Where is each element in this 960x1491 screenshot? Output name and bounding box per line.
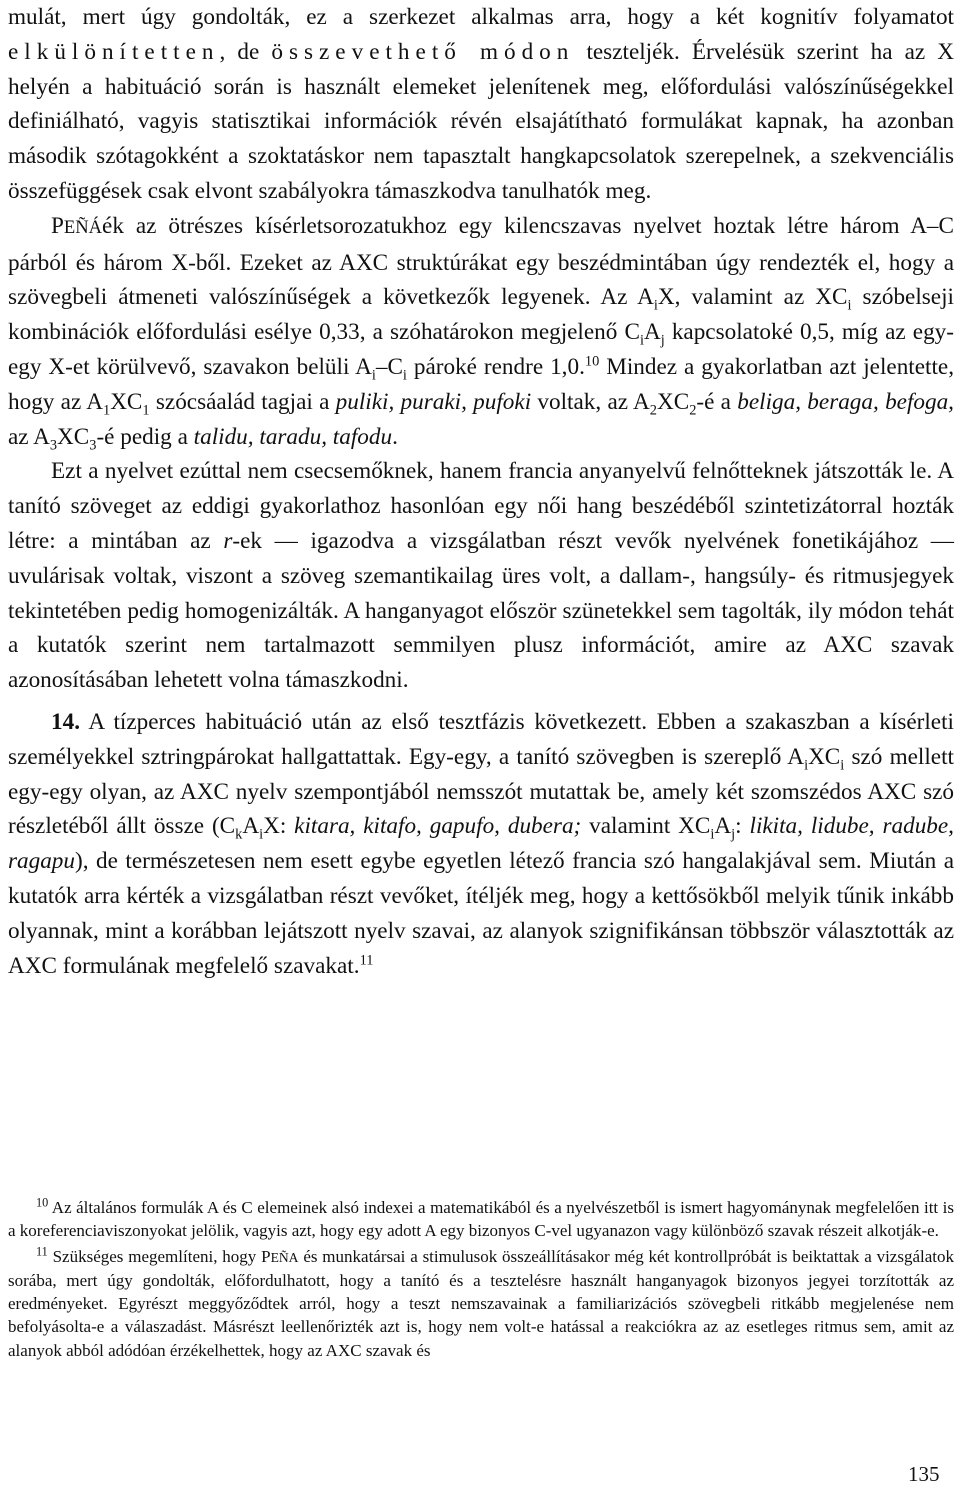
text-run: szó mellett egy-egy olyan, az AXC nyelv szempontjából nemsszót mutattak be, amely két szomszédos AXC szó részletéből állt össze (C — [8, 743, 954, 840]
italic-words: likita, lidube, radube, ragapu — [8, 813, 954, 875]
subscript: j — [660, 332, 665, 349]
text-run: az A — [8, 423, 50, 450]
text-run: szóbelseji kombinációk előfordulási esélye 0,33, a szóhatárokon megjelenő C — [8, 284, 954, 346]
footnote-11 — [8, 1245, 954, 1362]
text-run: kapcsolatoké 0,5, míg az egy-egy X-et körülvevő, szavakon belüli A — [8, 319, 954, 380]
paragraph-1 — [8, 0, 954, 209]
subscript: 3 — [89, 437, 97, 454]
subscript: i — [840, 757, 845, 774]
italic-words: kitara, kitafo, gapufo, dubera; — [294, 813, 582, 840]
small-caps-author: EÑA — [270, 1249, 299, 1265]
footnote-number: 10 — [36, 1195, 49, 1210]
subscript: i — [847, 298, 852, 315]
footnote-reference[interactable]: 11 — [359, 951, 374, 968]
text-run: –C — [375, 353, 403, 380]
subscript: i — [259, 826, 264, 843]
italic-words: talidu, taradu, tafodu — [193, 423, 393, 450]
text-run: ék az ötrészes kísérletsorozatukhoz egy kilencszavas nyelvet hoztak létre három A–C párból és három X-ből. Ezeket az AXC struktúrákat egy beszédmintában úgy rendezték el, hogy a szövegbeli átmeneti valószínűségek a következők legyenek. Az A — [8, 212, 954, 311]
paragraph-2 — [8, 209, 954, 455]
italic-letter: r — [223, 527, 233, 554]
subscript: 2 — [649, 402, 657, 419]
footnote-reference[interactable]: 10 — [584, 353, 600, 370]
subscript: i — [653, 298, 658, 315]
paragraph-4 — [8, 705, 954, 983]
text-run: teszteljék. Érvelésük szerint ha az X helyén a habituáció során is használt elemeket jelenítenek meg, előfordulási valószínűségekkel definiálható, vagyis statisztikai információk révén elsajátítható formulákat kapnak, ha azonban második szótagokként a szoktatáskor nem tapasztalt hangkapcsolatok szerepelnek, a szekvenciális összefüggések csak elvont szabályokra támaszkodva tanulhatók meg. — [8, 38, 954, 204]
text-run: A — [714, 813, 732, 840]
text-run: -é a — [696, 388, 738, 415]
footnote-text: és munkatársai a stimulusok összeállításakor még két kontrollpróbát is beiktattak a vizsgálatok sorába, mert úgy gondolták, előfordulhatott, hogy a tanító és a tesztelésre használt hanganyagok bizonyos jegyei torzították az eredményeket. Egyrészt meggyőződtek arról, hogy a teszt nemszavainak a familiarizációs szövegbeli ritkább megjelenése nem befolyásolta-e a válaszadást. Másrészt leellenőrizték azt is, hogy nem volt-e hatással a reakciókra az az esetleges ritmus sem, amit az alanyok abból adódóan érzékelhettek, hogy az AXC szavak és — [8, 1246, 954, 1360]
text-run: ), de természetesen nem esett egybe egyetlen létező francia szó hangalakjával sem. Miután a kutatók arra kérték a vizsgálatban részt vevőket, ítéljék meg, hogy a kettősökből melyik tűnik inkább olyannak, mint a korábban lejátszott nyelv szavai, az alanyok szignifikánsan többször választották az AXC formulának megfelelő szavakat. — [8, 848, 954, 979]
text-run: XC — [808, 743, 841, 770]
subscript: i — [639, 332, 644, 349]
text-run: X, valamint az XC — [657, 284, 848, 311]
text-run: P — [51, 212, 64, 239]
text-run: A tízperces habituáció után az első tesztfázis következett. Ebben a szakaszban a kísérleti személyekkel sztringpárokat hallgattattak. Egy-egy, a tanító szövegben is szereplő A — [8, 708, 954, 770]
text-run: A — [242, 813, 260, 840]
text-run: Ezt a nyelvet ezúttal nem csecsemőknek, hanem francia anyanyelvű felnőtteknek játszották le. A tanító szöveget az eddigi gyakorlathoz hasonlóan egy női hang beszédéből szintetizátorral hozták létre: a mintában az — [8, 458, 954, 554]
spaced-text: összevethető módon — [271, 38, 575, 65]
text-run: valamint XC — [581, 813, 711, 840]
subscript: 3 — [49, 437, 58, 454]
italic-words: beliga, beraga, befoga, — [737, 388, 954, 415]
italic-words: puliki, puraki, pufoki — [335, 388, 532, 415]
section-number: 14. — [51, 708, 80, 735]
text-run: -ek — igazodva a vizsgálatban részt vevők nyelvének fonetikájához — uvulárisak voltak, viszont a szöveg szemantikailag üres volt, a dallam-, hangsúly- és ritmusjegyek tekintetében pedig homogenizálták. A hanganyagot először szünetekkel sem tagolták, ily módon tehát a kutatók szerint nem tartalmazott semmilyen plusz információt, amire az AXC szavak azonosításában lehetett volna támaszkodni. — [8, 527, 954, 694]
footnotes — [8, 1196, 954, 1362]
text-run: szócsáalád tagjai a — [149, 388, 336, 415]
text-run: XC — [110, 388, 143, 415]
text-run: Mindez a gyakorlatban azt jelentette, hogy az A — [8, 353, 954, 415]
subscript: k — [235, 826, 243, 843]
page-number: 135 — [908, 1462, 940, 1486]
text-run: A — [643, 319, 661, 346]
subscript: 1 — [142, 402, 150, 419]
text-run: : — [735, 813, 750, 840]
spaced-text: elkülönítetten — [8, 38, 220, 65]
text-run: -é pedig a — [96, 423, 194, 450]
main-text — [8, 0, 954, 983]
text-run: XC — [57, 423, 90, 450]
subscript: i — [402, 367, 407, 384]
paragraph-3 — [8, 454, 954, 698]
footnote-number: 11 — [36, 1243, 48, 1258]
subscript: i — [710, 826, 715, 843]
small-caps-author: EÑÁ — [63, 216, 103, 238]
text-run: , de — [219, 38, 272, 65]
subscript: 2 — [689, 402, 697, 419]
text-run: voltak, az A — [531, 388, 650, 415]
footnote-text: Az általános formulák A és C elemeinek alsó indexei a matematikából és a nyelvészetből is ismert hagyománynak megfelelően itt is a koreferenciaviszonyokat jelölik, vagyis azt, hogy egy adott A egy bizonyos C-vel ugyanazon vagy különböző szavak részeit alkotják-e. — [8, 1198, 954, 1241]
text-run: . — [392, 423, 398, 450]
text-run: XC — [656, 388, 690, 415]
subscript: i — [804, 757, 809, 774]
footnote-10 — [8, 1196, 954, 1243]
text-run: pároké rendre 1,0. — [406, 353, 585, 380]
document-page — [8, 0, 954, 1360]
footnote-text: Szükséges megemlíteni, hogy P — [47, 1246, 271, 1266]
subscript: j — [731, 826, 736, 843]
subscript: 1 — [103, 402, 111, 419]
text-run: X: — [263, 813, 295, 840]
subscript: i — [371, 367, 376, 384]
text-run: mulát, mert úgy gondolták, ez a szerkezet alkalmas arra, hogy a két kognitív folyamatot — [8, 4, 954, 30]
